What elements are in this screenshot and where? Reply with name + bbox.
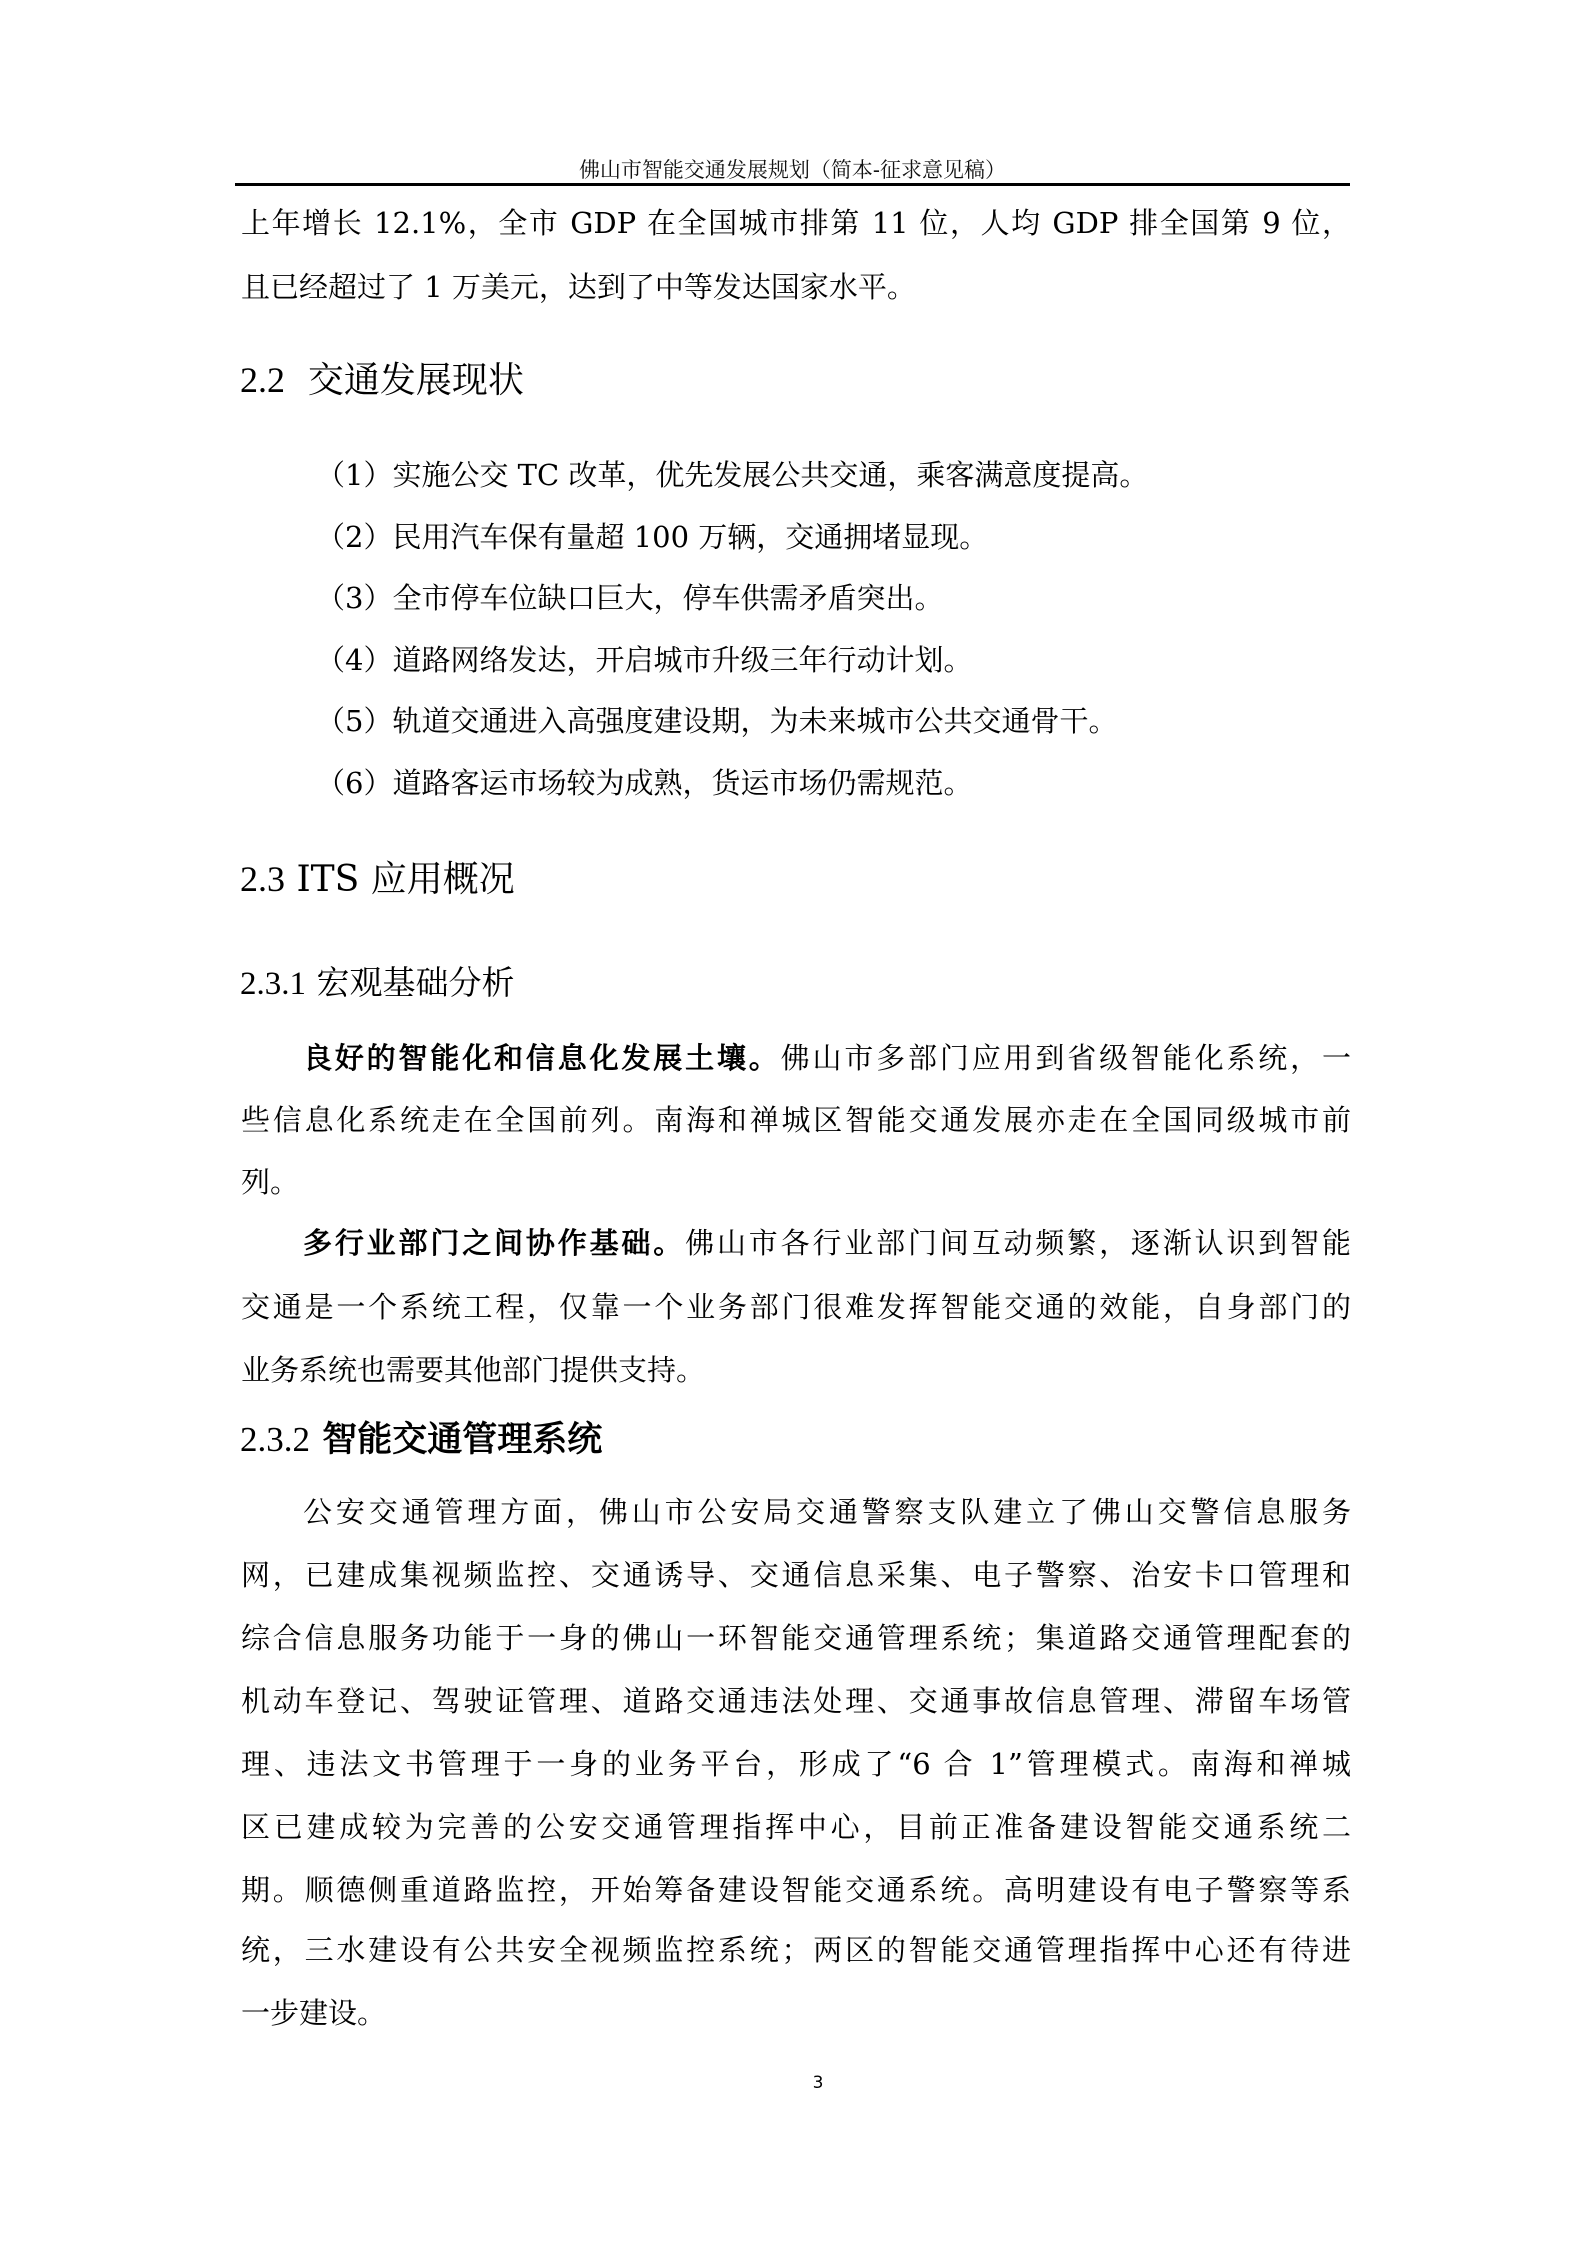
section-heading-2-3-2 [240, 1418, 602, 1462]
paragraph-lead: 多行业部门之间协作基础。 [303, 1226, 686, 1260]
paragraph-line: 机动车登记、驾驶证管理、道路交通违法处理、交通事故信息管理、滞留车场管 [241, 1684, 1351, 1718]
section-heading-2-2 [240, 357, 524, 404]
section-heading-2-3 [240, 856, 515, 903]
paragraph-line: 一步建设。 [241, 1996, 387, 2030]
section-number: 2.3 [240, 859, 285, 899]
paragraph-line [303, 1223, 1351, 1263]
list-item: （3）全市停车位缺口巨大，停车供需矛盾突出。 [316, 581, 944, 615]
paragraph-line: 综合信息服务功能于一身的佛山一环智能交通管理系统；集道路交通管理配套的 [241, 1621, 1351, 1655]
paragraph-line: 区已建成较为完善的公安交通管理指挥中心，目前正准备建设智能交通系统二 [241, 1810, 1351, 1844]
list-item: （2）民用汽车保有量超 100 万辆，交通拥堵显现。 [316, 520, 989, 554]
paragraph-line: 期。顺德侧重道路监控，开始筹备建设智能交通系统。高明建设有电子警察等系 [241, 1873, 1351, 1907]
list-item: （1）实施公交 TC 改革，优先发展公共交通，乘客满意度提高。 [316, 458, 1149, 492]
list-item: （6）道路客运市场较为成熟，货运市场仍需规范。 [316, 766, 973, 800]
section-title: 智能交通管理系统 [322, 1420, 603, 1460]
paragraph-text: 佛山市各行业部门间互动频繁，逐渐认识到智能 [685, 1226, 1351, 1260]
list-item: （4）道路网络发达，开启城市升级三年行动计划。 [316, 643, 973, 677]
header-rule [235, 183, 1350, 186]
page-number: 3 [812, 2073, 824, 2093]
section-title: 交通发展现状 [307, 360, 524, 401]
paragraph-line [303, 1038, 1351, 1078]
section-title: 宏观基础分析 [316, 963, 515, 1002]
paragraph-line: 统，三水建设有公共安全视频监控系统；两区的智能交通管理指挥中心还有待进 [241, 1933, 1351, 1967]
paragraph-line: 且已经超过了 1 万美元，达到了中等发达国家水平。 [241, 270, 916, 304]
section-title: ITS 应用概况 [296, 859, 515, 900]
section-number: 2.2 [240, 360, 285, 400]
section-number: 2.3.2 [240, 1420, 310, 1459]
paragraph-text: 佛山市多部门应用到省级智能化系统，一 [780, 1041, 1351, 1075]
paragraph-line: 业务系统也需要其他部门提供支持。 [241, 1353, 706, 1387]
running-header: 佛山市智能交通发展规划（简本-征求意见稿） [578, 158, 1007, 182]
paragraph-line: 交通是一个系统工程，仅靠一个业务部门很难发挥智能交通的效能，自身部门的 [241, 1290, 1351, 1324]
paragraph-line: 理、违法文书管理于一身的业务平台，形成了“6 合 1”管理模式。南海和禅城 [241, 1747, 1351, 1781]
paragraph-line: 公安交通管理方面，佛山市公安局交通警察支队建立了佛山交警信息服务 [303, 1495, 1351, 1529]
paragraph-line: 网，已建成集视频监控、交通诱导、交通信息采集、电子警察、治安卡口管理和 [241, 1558, 1351, 1592]
list-item: （5）轨道交通进入高强度建设期，为未来城市公共交通骨干。 [316, 704, 1118, 738]
paragraph-lead: 良好的智能化和信息化发展土壤。 [303, 1041, 781, 1075]
paragraph-line: 列。 [241, 1165, 300, 1199]
section-number: 2.3.1 [240, 966, 306, 1002]
paragraph-line: 些信息化系统走在全国前列。南海和禅城区智能交通发展亦走在全国同级城市前 [241, 1103, 1351, 1137]
section-heading-2-3-1 [240, 961, 515, 1006]
paragraph-line: 上年增长 12.1%，全市 GDP 在全国城市排第 11 位，人均 GDP 排全国第 9 位， [241, 206, 1351, 240]
